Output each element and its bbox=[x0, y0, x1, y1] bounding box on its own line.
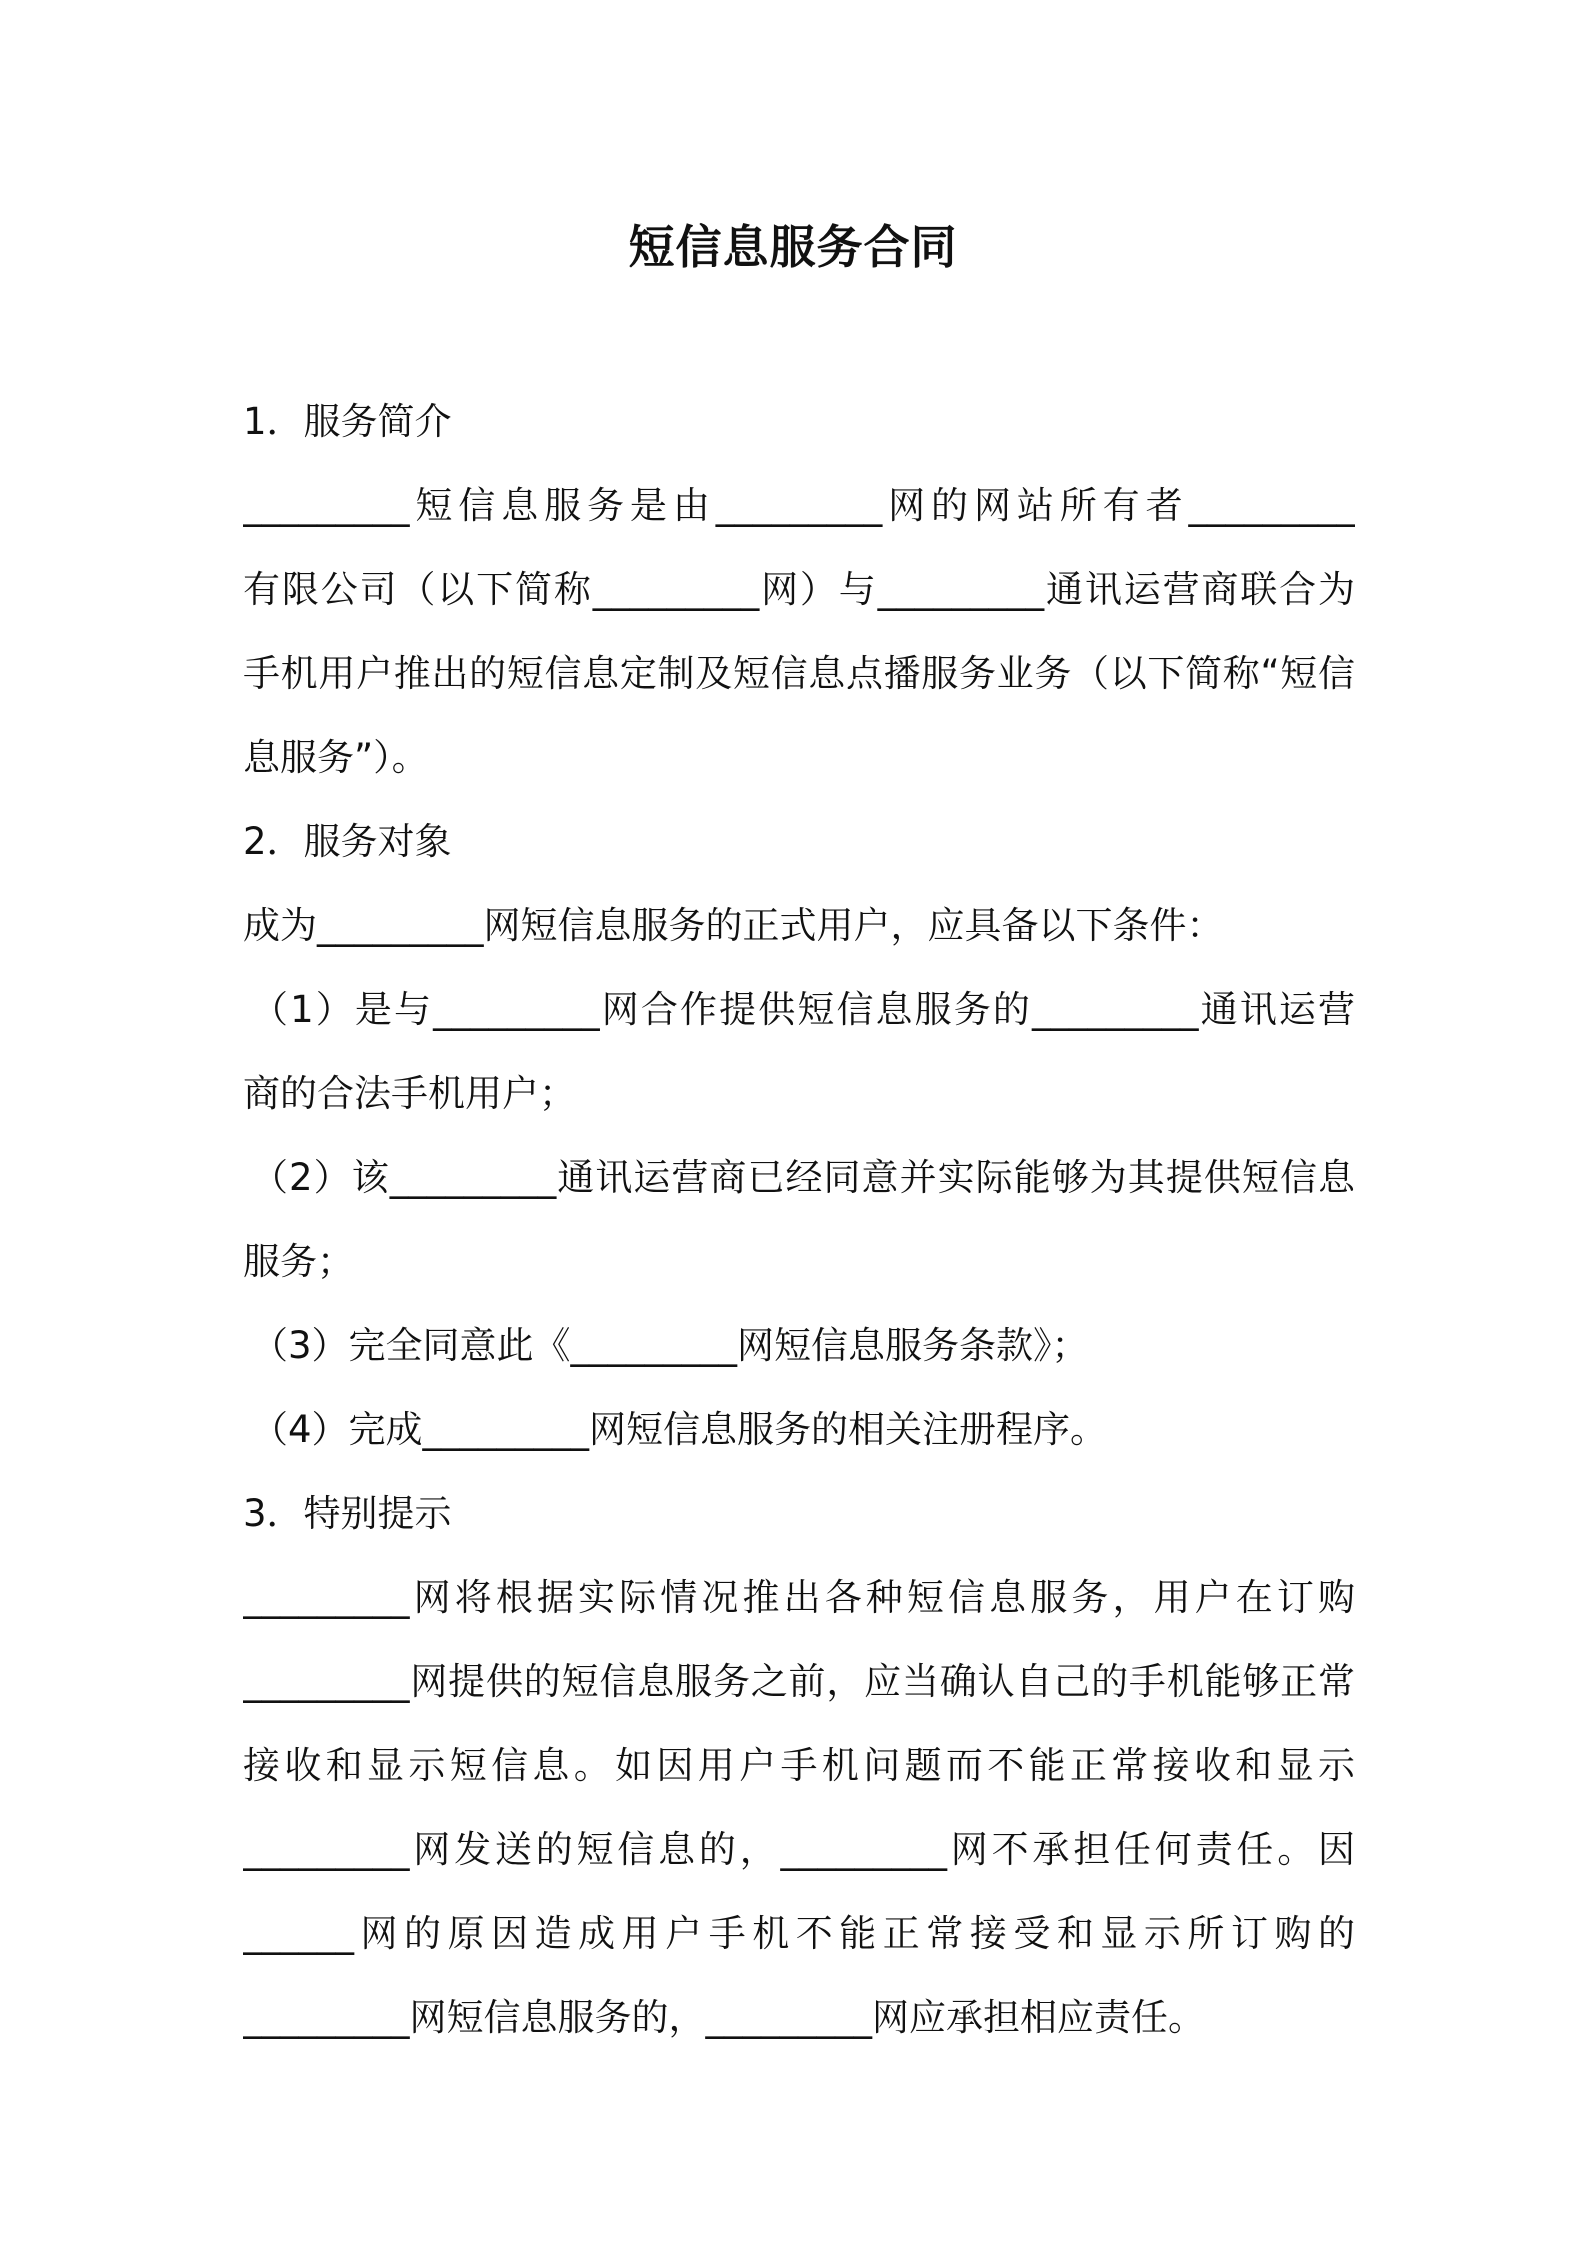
paragraph-line: 手机用户推出的短信息定制及短信息点播服务业务（以下简称“短信 bbox=[243, 652, 1355, 695]
section-heading-special-notice: 3．特别提示 bbox=[243, 1492, 452, 1535]
document-title: 短信息服务合同 bbox=[628, 220, 958, 274]
paragraph-line: _________网短信息服务的，_________网应承担相应责任。 bbox=[243, 1996, 1205, 2039]
document-body bbox=[243, 380, 1355, 2060]
paragraph-line: _________网提供的短信息服务之前，应当确认自己的手机能够正常 bbox=[243, 1660, 1355, 1703]
condition-item: （3）完全同意此《_________网短信息服务条款》； bbox=[251, 1324, 1089, 1367]
paragraph-line: _________网发送的短信息的，_________网不承担任何责任。因 bbox=[243, 1828, 1355, 1871]
condition-item: （1）是与_________网合作提供短信息服务的_________通讯运营 bbox=[251, 988, 1355, 1031]
paragraph-line: _________短信息服务是由_________网的网站所有者_________ bbox=[243, 484, 1355, 527]
condition-item: （4）完成_________网短信息服务的相关注册程序。 bbox=[251, 1408, 1108, 1451]
section-heading-service-intro: 1．服务简介 bbox=[243, 400, 452, 443]
paragraph-line: 商的合法手机用户； bbox=[243, 1072, 576, 1115]
paragraph-line: 息服务”）。 bbox=[243, 736, 429, 779]
paragraph-line: _________网将根据实际情况推出各种短信息服务，用户在订购 bbox=[243, 1576, 1355, 1619]
section-heading-service-target: 2．服务对象 bbox=[243, 820, 452, 863]
paragraph-line: 成为_________网短信息服务的正式用户，应具备以下条件： bbox=[243, 904, 1224, 947]
condition-item: （2）该_________通讯运营商已经同意并实际能够为其提供短信息 bbox=[251, 1156, 1355, 1199]
paragraph-line: 服务； bbox=[243, 1240, 354, 1283]
paragraph-line: ______网的原因造成用户手机不能正常接受和显示所订购的 bbox=[243, 1912, 1355, 1955]
paragraph-line: 有限公司（以下简称_________网）与_________通讯运营商联合为 bbox=[243, 568, 1355, 611]
paragraph-line: 接收和显示短信息。如因用户手机问题而不能正常接收和显示 bbox=[243, 1744, 1355, 1787]
